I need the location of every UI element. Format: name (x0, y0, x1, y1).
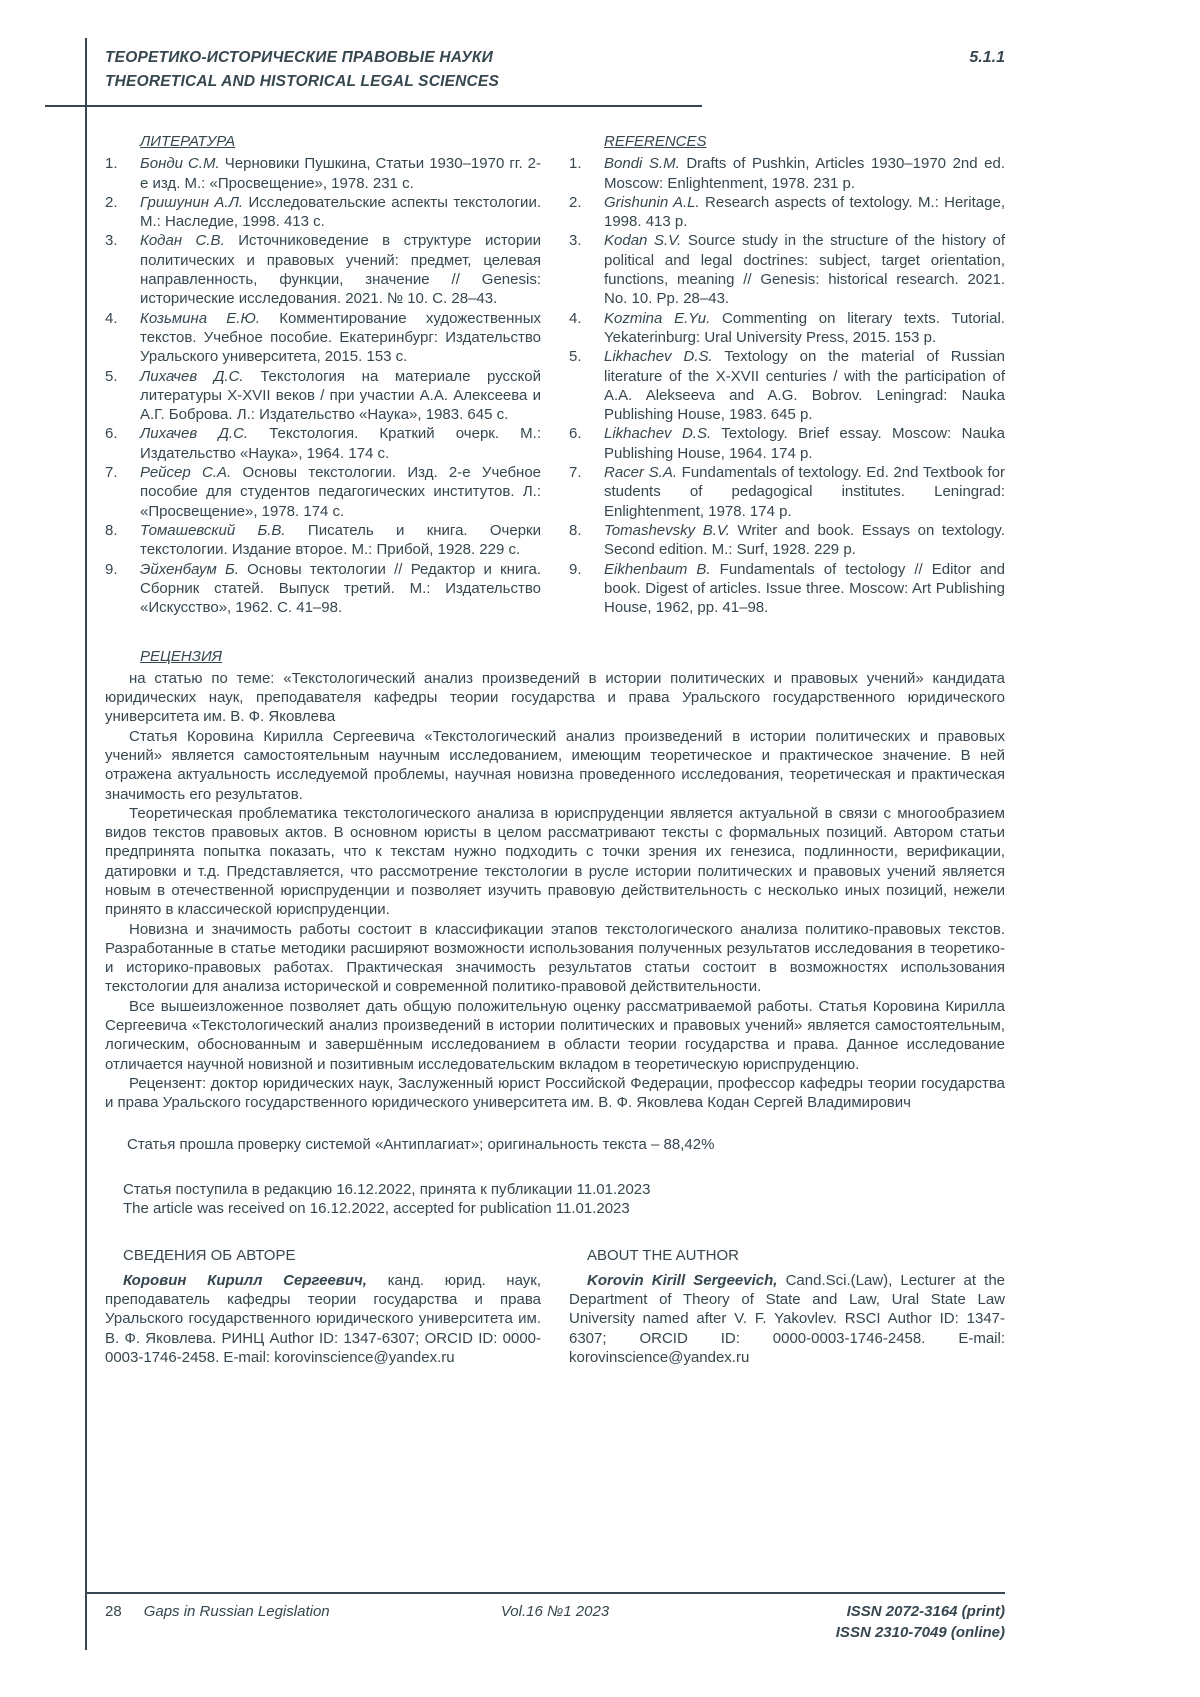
item-author: Likhachev D.S. (604, 348, 713, 366)
item-author: Grishunin A.L. (604, 193, 700, 211)
literature-item (105, 424, 541, 463)
item-text (140, 193, 541, 232)
item-number: 2. (569, 193, 582, 211)
reference-item (569, 309, 1005, 348)
item-author: Eikhenbaum B. (604, 560, 711, 578)
author-info-heading-en: ABOUT THE AUTHOR (587, 1247, 739, 1265)
references-heading: REFERENCES (604, 133, 707, 150)
journal-title: Gaps in Russian Legislation (143, 1603, 330, 1620)
literature-item (105, 521, 541, 560)
received-dates (105, 1180, 1005, 1219)
section-title-en: THEORETICAL AND HISTORICAL LEGAL SCIENCES (105, 73, 500, 90)
received-date-ru: Статья поступила в редакцию 16.12.2022, принята к публикации 11.01.2023 (123, 1180, 651, 1198)
item-body: Текстология. Краткий очерк. М.: Издательство «Наука», 1964. 174 с. (140, 425, 541, 462)
item-body: Текстология на материале русской литературы X-XVII веков / при участии А.А. Алексеева и А.Г. Боброва. Л.: Издательство «Наука», 1983. 645 с. (140, 367, 541, 424)
literature-section (105, 132, 541, 617)
item-text (604, 309, 1005, 348)
literature-item (105, 309, 541, 367)
review-paragraph: Рецензент: доктор юридических наук, Заслуженный юрист Российской Федерации, профессор кафедры теории государства и права Уральского государственного юридического университета им. В. Ф. Яковлева Кодан Сергей Владимирович (105, 1074, 1005, 1112)
author-info-en (569, 1246, 1005, 1367)
item-body: Исследовательские аспекты текстологии. М.: Наследие, 1998. 413 с. (140, 193, 541, 231)
page-header (105, 46, 1005, 94)
reference-item (569, 521, 1005, 560)
item-text (140, 231, 541, 308)
item-text (140, 424, 541, 463)
item-body: Source study in the structure of the history of political and legal doctrines: subject, target orientation, functions, meaning // Genesis: historical research. 2021. No. 10. Pp. 28–43. (604, 232, 1005, 308)
author-bio-en (569, 1271, 1005, 1367)
author-name-en: Korovin Kirill Sergeevich, (587, 1271, 778, 1289)
classification-code: 5.1.1 (969, 49, 1005, 66)
item-number: 1. (569, 155, 582, 173)
item-text (604, 424, 1005, 463)
item-body: Основы текстологии. Изд. 2-е Учебное пособие для студентов педагогических институтов. Л.: «Просвещение», 1978. 174 с. (140, 464, 542, 520)
author-bio-text-en: Cand.Sci.(Law), Lecturer at the Department of Theory of State and Law, Ural State Law University named after V. F. Yakovlev. RSCI Author ID: 1347-6307; ORCID ID: 0000-0003-1746-2458. E-mail: korovinscience@yandex.ru (569, 1271, 1006, 1366)
item-text (604, 463, 1005, 521)
item-number: 5. (105, 367, 118, 385)
item-number: 2. (105, 193, 118, 211)
review-paragraph: Новизна и значимость работы состоит в классификации этапов текстологического анализа политико-правовых текстов. Разработанные в статье методики расширяют возможности использования полученных результатов исследования в теоретико- и историко-правовых работах. Практическая значимость результатов статьи состоит в возможностях использования текстологии для анализа исторической и современной политико-правовой действительности. (105, 920, 1005, 996)
literature-item (105, 193, 541, 232)
item-number: 7. (105, 464, 118, 482)
item-author: Bondi S.M. (604, 155, 680, 173)
item-author: Kodan S.V. (604, 232, 682, 250)
item-author: Tomashevsky B.V. (604, 521, 730, 539)
item-number: 8. (105, 521, 118, 539)
page-number: 28 (105, 1603, 122, 1620)
item-author: Likhachev D.S. (604, 425, 712, 443)
reference-item (569, 347, 1005, 424)
item-body: Drafts of Pushkin, Articles 1930–1970 2nd ed. Moscow: Enlightenment, 1978. 231 p. (604, 155, 1006, 192)
item-number: 6. (569, 425, 582, 443)
issn-online: ISSN 2310-7049 (online) (835, 1624, 1005, 1641)
item-text (140, 463, 541, 521)
item-number: 9. (569, 560, 582, 578)
section-title-ru: ТЕОРЕТИКО-ИСТОРИЧЕСКИЕ ПРАВОВЫЕ НАУКИ (105, 49, 493, 66)
item-text (140, 560, 541, 618)
footer-left (105, 1601, 405, 1622)
item-text (604, 560, 1005, 618)
item-number: 9. (105, 560, 118, 578)
item-body: Основы тектологии // Редактор и книга. Сборник статей. Выпуск третий. М.: Издательство «Искусство», 1962. С. 41–98. (140, 560, 541, 617)
item-number: 4. (569, 309, 582, 327)
reference-item (569, 424, 1005, 463)
volume-issue: Vol.16 №1 2023 (500, 1603, 610, 1620)
review-paragraph: Теоретическая проблематика текстологического анализа в юриспруденции является актуальной в связи с многообразием видов текстов правовых актов. В основном юристы в целом рассматривают тексты с формальных позиций. Автором статьи предпринята попытка показать, что к текстам нужно подходить с точки зрения их генезиса, подлинности, верификации, датировки и т.д. Представляется, что рассмотрение текстологии в русле истории политических и правовых учений является новым в отечественной юриспруденции и позволяет изучить правовую действительность с несколько иных позиций, нежели принято в классической юриспруденции. (105, 804, 1005, 919)
item-text (140, 367, 541, 425)
author-info-ru (105, 1246, 541, 1367)
item-text (604, 521, 1005, 560)
issn-block (705, 1601, 1005, 1643)
literature-item (105, 367, 541, 425)
reference-columns (105, 132, 1005, 617)
item-author: Козьмина Е.Ю. (140, 309, 260, 327)
issn-print: ISSN 2072-3164 (print) (846, 1603, 1005, 1620)
item-author: Рейсер С.А. (140, 464, 232, 482)
item-body: Fundamentals of textology. Ed. 2nd Textbook for students of pedagogical institutes. Leningrad: Enlightenment, 1978. 174 p. (604, 464, 1006, 520)
item-author: Кодан С.В. (140, 232, 225, 250)
item-text (604, 347, 1005, 424)
received-date-en: The article was received on 16.12.2022, accepted for publication 11.01.2023 (123, 1200, 630, 1218)
item-text (140, 154, 541, 193)
literature-item (105, 560, 541, 618)
item-author: Лихачев Д.С. (140, 425, 249, 443)
item-author: Kozmina E.Yu. (604, 309, 711, 327)
item-number: 3. (105, 232, 118, 250)
reference-item (569, 193, 1005, 232)
footer-divider-rule (85, 1592, 1005, 1594)
reference-item (569, 560, 1005, 618)
item-number: 6. (105, 425, 118, 443)
page-content (105, 46, 1005, 1367)
item-text (604, 193, 1005, 232)
item-text (604, 231, 1005, 308)
references-section (569, 132, 1005, 617)
item-author: Томашевский Б.В. (140, 521, 286, 539)
reference-item (569, 154, 1005, 193)
left-vertical-rule (85, 38, 87, 1650)
item-text (604, 154, 1005, 193)
author-info-columns (105, 1246, 1005, 1367)
item-author: Лихачев Д.С. (140, 367, 244, 385)
antiplagiat-note: Статья прошла проверку системой «Антиплагиат»; оригинальность текста – 88,42% (127, 1135, 715, 1153)
item-text (140, 521, 541, 560)
literature-item (105, 231, 541, 308)
reference-item (569, 231, 1005, 308)
item-author: Бонди С.М. (140, 155, 220, 173)
item-number: 3. (569, 232, 582, 250)
item-number: 7. (569, 464, 582, 482)
review-heading: РЕЦЕНЗИЯ (140, 648, 222, 666)
item-number: 1. (105, 155, 118, 173)
page-footer (105, 1601, 1005, 1643)
item-text (140, 309, 541, 367)
item-author: Эйхенбаум Б. (140, 560, 239, 578)
item-body: Commenting on literary texts. Tutorial. Yekaterinburg: Ural University Press, 2015. 153 p. (604, 309, 1005, 346)
author-bio-ru (105, 1271, 541, 1367)
literature-heading: ЛИТЕРАТУРА (140, 133, 236, 150)
item-body: Textology. Brief essay. Moscow: Nauka Publishing House, 1964. 174 p. (604, 425, 1005, 462)
literature-item (105, 154, 541, 193)
review-paragraph: на статью по теме: «Текстологический анализ произведений в истории политических и правовых учений» кандидата юридических наук, преподавателя кафедры теории государства и права Уральского государственного юридического университета им. В. Ф. Яковлева (105, 669, 1005, 726)
item-body: Writer and book. Essays on textology. Second edition. M.: Surf, 1928. 229 p. (604, 521, 1005, 559)
review-paragraph: Все вышеизложенное позволяет дать общую положительную оценку рассматриваемой работы. Статья Коровина Кирилла Сергеевича «Текстологический анализ произведений в истории политических и правовых учений» является самостоятельным, логическим, обоснованным и завершённым исследованием в области теории государства и права. Данное исследование отличается научной новизной и позитивным исследовательским вкладом в теоретическую юриспруденцию. (105, 997, 1005, 1073)
item-body: Textology on the material of Russian literature of the X-XVII centuries / with the participation of A.A. Alekseeva and A.G. Bobrov. Leningrad: Nauka Publishing House, 1983. 645 p. (604, 348, 1005, 424)
author-bio-text-ru: канд. юрид. наук, преподаватель кафедры теории государства и права Уральского государственного юридического университета им. В. Ф. Яковлева. РИНЦ Author ID: 1347-6307; ORCID ID: 0000-0003-1746-2458. E-mail: korovinscience@yandex.ru (105, 1271, 541, 1366)
item-body: Писатель и книга. Очерки текстологии. Издание второе. М.: Прибой, 1928. 229 с. (140, 521, 541, 559)
header-titles (105, 46, 499, 94)
item-body: Fundamentals of tectology // Editor and book. Digest of articles. Issue three. Moscow: Art Publishing House, 1962, pp. 41–98. (604, 560, 1006, 617)
item-author: Racer S.A. (604, 464, 678, 482)
reference-item (569, 463, 1005, 521)
item-author: Гришунин А.Л. (140, 193, 244, 211)
item-number: 8. (569, 521, 582, 539)
item-body: Research aspects of textology. M.: Heritage, 1998. 413 p. (604, 193, 1005, 231)
item-body: Источниковедение в структуре истории политических и правовых учений: предмет, целевая направленность, функции, значение // Genesis: исторические исследования. 2021. № 10. С. 28–43. (140, 232, 541, 308)
item-body: Комментирование художественных текстов. Учебное пособие. Екатеринбург: Издательство Уральского университета, 2015. 153 с. (140, 309, 541, 366)
item-number: 4. (105, 309, 118, 327)
review-paragraph: Статья Коровина Кирилла Сергеевича «Текстологический анализ произведений в истории политических и правовых учений» является самостоятельным научным исследованием, имеющим теоретическое и практическое значение. В ней отражена актуальность исследуемой проблемы, научная новизна проведенного исследования, теоретическая и практическая значимость его результатов. (105, 727, 1005, 803)
item-body: Черновики Пушкина, Статьи 1930–1970 гг. 2-е изд. М.: «Просвещение», 1978. 231 с. (140, 155, 542, 192)
author-info-heading-ru: СВЕДЕНИЯ ОБ АВТОРЕ (123, 1247, 296, 1265)
item-number: 5. (569, 348, 582, 366)
review-section (105, 647, 1005, 1112)
author-name-ru: Коровин Кирилл Сергеевич, (123, 1271, 367, 1289)
literature-item (105, 463, 541, 521)
